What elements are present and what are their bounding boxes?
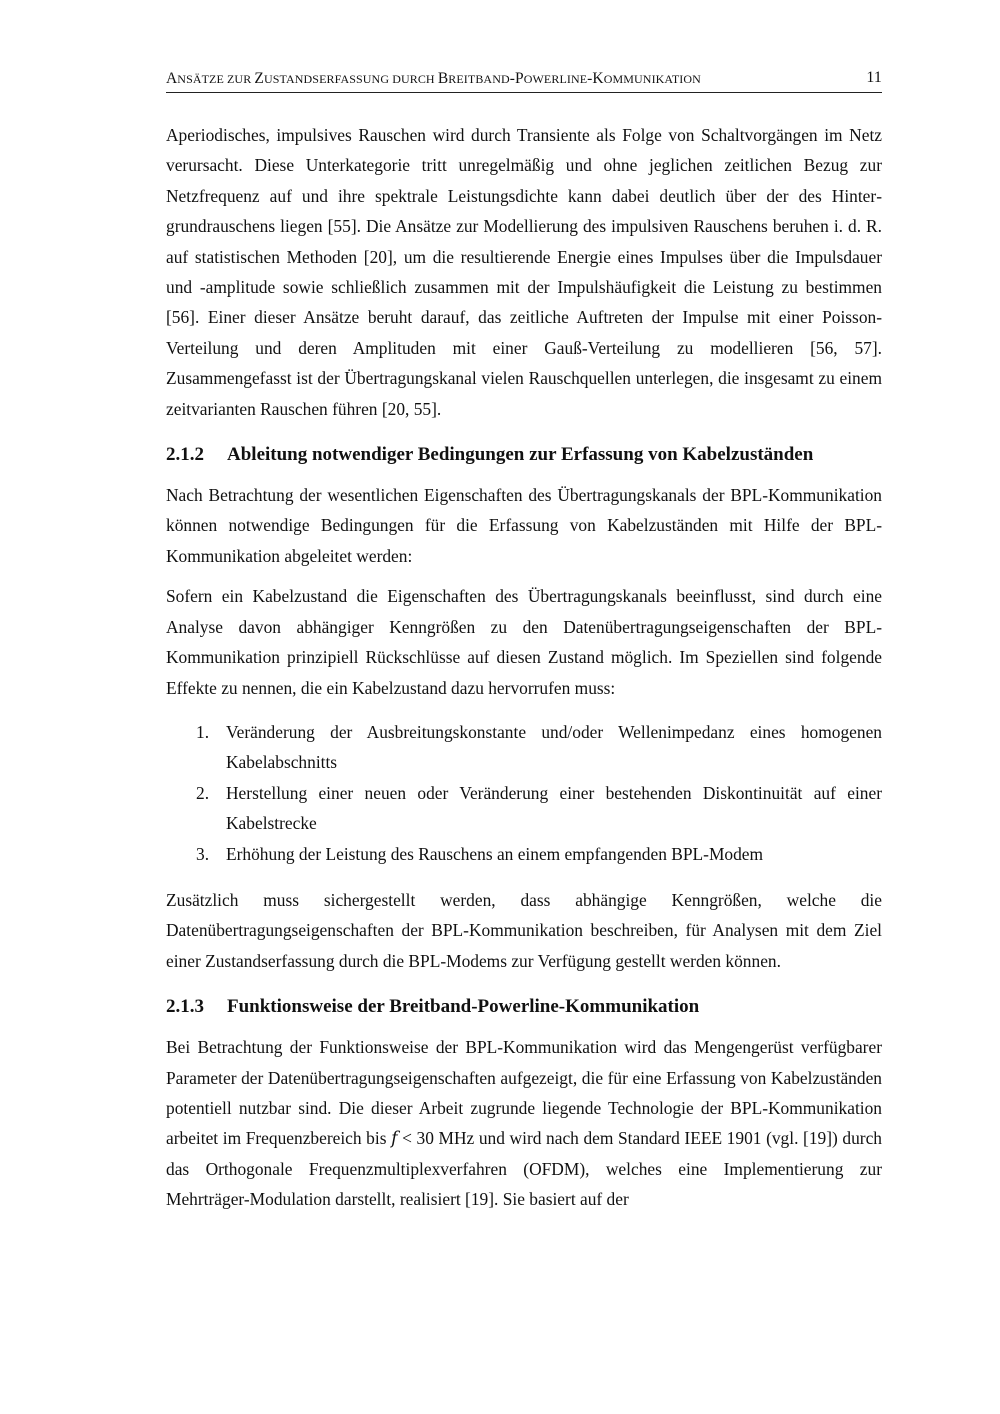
- section-number: 2.1.2: [166, 444, 204, 466]
- section-2-1-2-paragraph-2: Sofern ein Kabelzustand die Eigenschaften des Übertragungskanals beeinflusst, sind durch eine Analyse davon abhängiger Kenngrößen zu den Datenübertragungseigenschaften der BPL-Kommunikation prinzipiell Rückschlüsse auf diesen Zustand möglich. Im Speziellen sind folgende Effekte zu nennen, die ein Kabelzustand dazu hervorrufen muss:: [166, 586, 882, 698]
- section-title: Ableitung notwendiger Bedingungen zur Erfassung von Kabelzuständen: [227, 444, 814, 466]
- list-item-number: 3.: [196, 843, 210, 864]
- header-title-part: Z: [254, 70, 264, 87]
- list-item: [166, 778, 882, 839]
- list-item: [166, 839, 882, 869]
- header-title-part: B: [437, 70, 449, 87]
- page-body: [166, 120, 882, 1215]
- running-header: [166, 68, 882, 93]
- section-2-1-3-paragraph-1: Bei Betrachtung der Funktionsweise der BPL-Kommunikation wird das Mengengerüst verfügbarer Parameter der Datenübertragungseigenschaften aufgezeigt, die für eine Erfassung von Kabelzuständen potentiell nutzbar sind. Die dieser Arbeit zugrunde liegende Technologie der BPL-Kommunikation arbeitet im Frequenzbereich bis 𝑓 < 30 MHz und wird nach dem Standard IEEE 1901 (vgl. [19]) durch das Orthogonale Frequenzmultiplexverfahren (OFDM), welches eine Implementierung zur Mehrträger-Modulation darstellt, realisiert [19]. Sie basiert auf der: [166, 1037, 882, 1210]
- header-title-part: OWERLINE: [523, 72, 588, 86]
- header-title-part: -P: [509, 70, 524, 87]
- effects-list: [166, 717, 882, 869]
- list-item-text: Veränderung der Ausbreitungskonstante und/oder Wellenimpedanz eines homogenen Kabelabschnitts: [226, 721, 882, 773]
- section-number: 2.1.3: [166, 996, 204, 1018]
- list-item: [166, 717, 882, 778]
- section-title: Funktionsweise der Breitband-Powerline-Kommunikation: [227, 996, 700, 1018]
- list-item-text: Herstellung einer neuen oder Veränderung einer bestehenden Diskontinuität auf einer Kabelstrecke: [226, 782, 882, 834]
- header-title-part: NSÄTZE ZUR: [177, 72, 255, 86]
- header-title-part: A: [166, 70, 178, 87]
- section-heading-2-1-3: [166, 992, 882, 1022]
- header-title: [166, 70, 701, 88]
- header-title-part: -K: [587, 70, 604, 87]
- list-item-number: 1.: [196, 721, 210, 742]
- header-title-part: REITBAND: [448, 72, 510, 86]
- header-title-part: USTANDSERFASSUNG DURCH: [263, 72, 438, 86]
- section-2-1-2-paragraph-3: Zusätzlich muss sichergestellt werden, dass abhängige Kenngrößen, welche die Datenübertragungseigenschaften der BPL-Kommunikation beschreiben, für Analysen mit dem Ziel einer Zustandserfassung durch die BPL-Modems zur Verfügung gestellt werden können.: [166, 889, 882, 971]
- list-item-number: 2.: [196, 782, 210, 803]
- list-item-text: Erhöhung der Leistung des Rauschens an einem empfangenden BPL-Modem: [226, 843, 764, 864]
- page-number: 11: [866, 69, 882, 86]
- intro-paragraph: Aperiodisches, impulsives Rauschen wird durch Transiente als Folge von Schaltvorgängen im Netz verursacht. Diese Unterkategorie tritt unregelmäßig und ohne jeglichen zeitlichen Bezug zur Netzfrequenz auf und ihre spektrale Leistungsdichte kann dabei deutlich über der des Hintergrundrauschens liegen [55]. Die Ansätze zur Modellierung des impulsiven Rauschens beruhen i. d. R. auf statistischen Methoden [20], um die resultierende Energie eines Impulses über die Impulsdauer und -amplitude sowie schließlich zusammen mit der Impulshäufigkeit die Leistung zu bestimmen [56]. Einer dieser Ansätze beruht darauf, das zeitliche Auftreten der Impulse mit einer Poisson-Verteilung und deren Amplituden mit einer Gauß-Verteilung zu modellieren [56, 57]. Zusammengefasst ist der Übertragungskanal vielen Rauschquellen unterlegen, die insgesamt zu einem zeitvarianten Rauschen führen [20, 55].: [166, 125, 882, 419]
- section-2-1-2-paragraph-1: Nach Betrachtung der wesentlichen Eigenschaften des Übertragungskanals der BPL-Kommunikation können notwendige Bedingungen für die Erfassung von Kabelzuständen mit Hilfe der BPL-Kommunikation abgeleitet werden:: [166, 485, 882, 566]
- section-heading-2-1-2: [166, 440, 882, 470]
- header-title-part: OMMUNIKATION: [603, 72, 701, 86]
